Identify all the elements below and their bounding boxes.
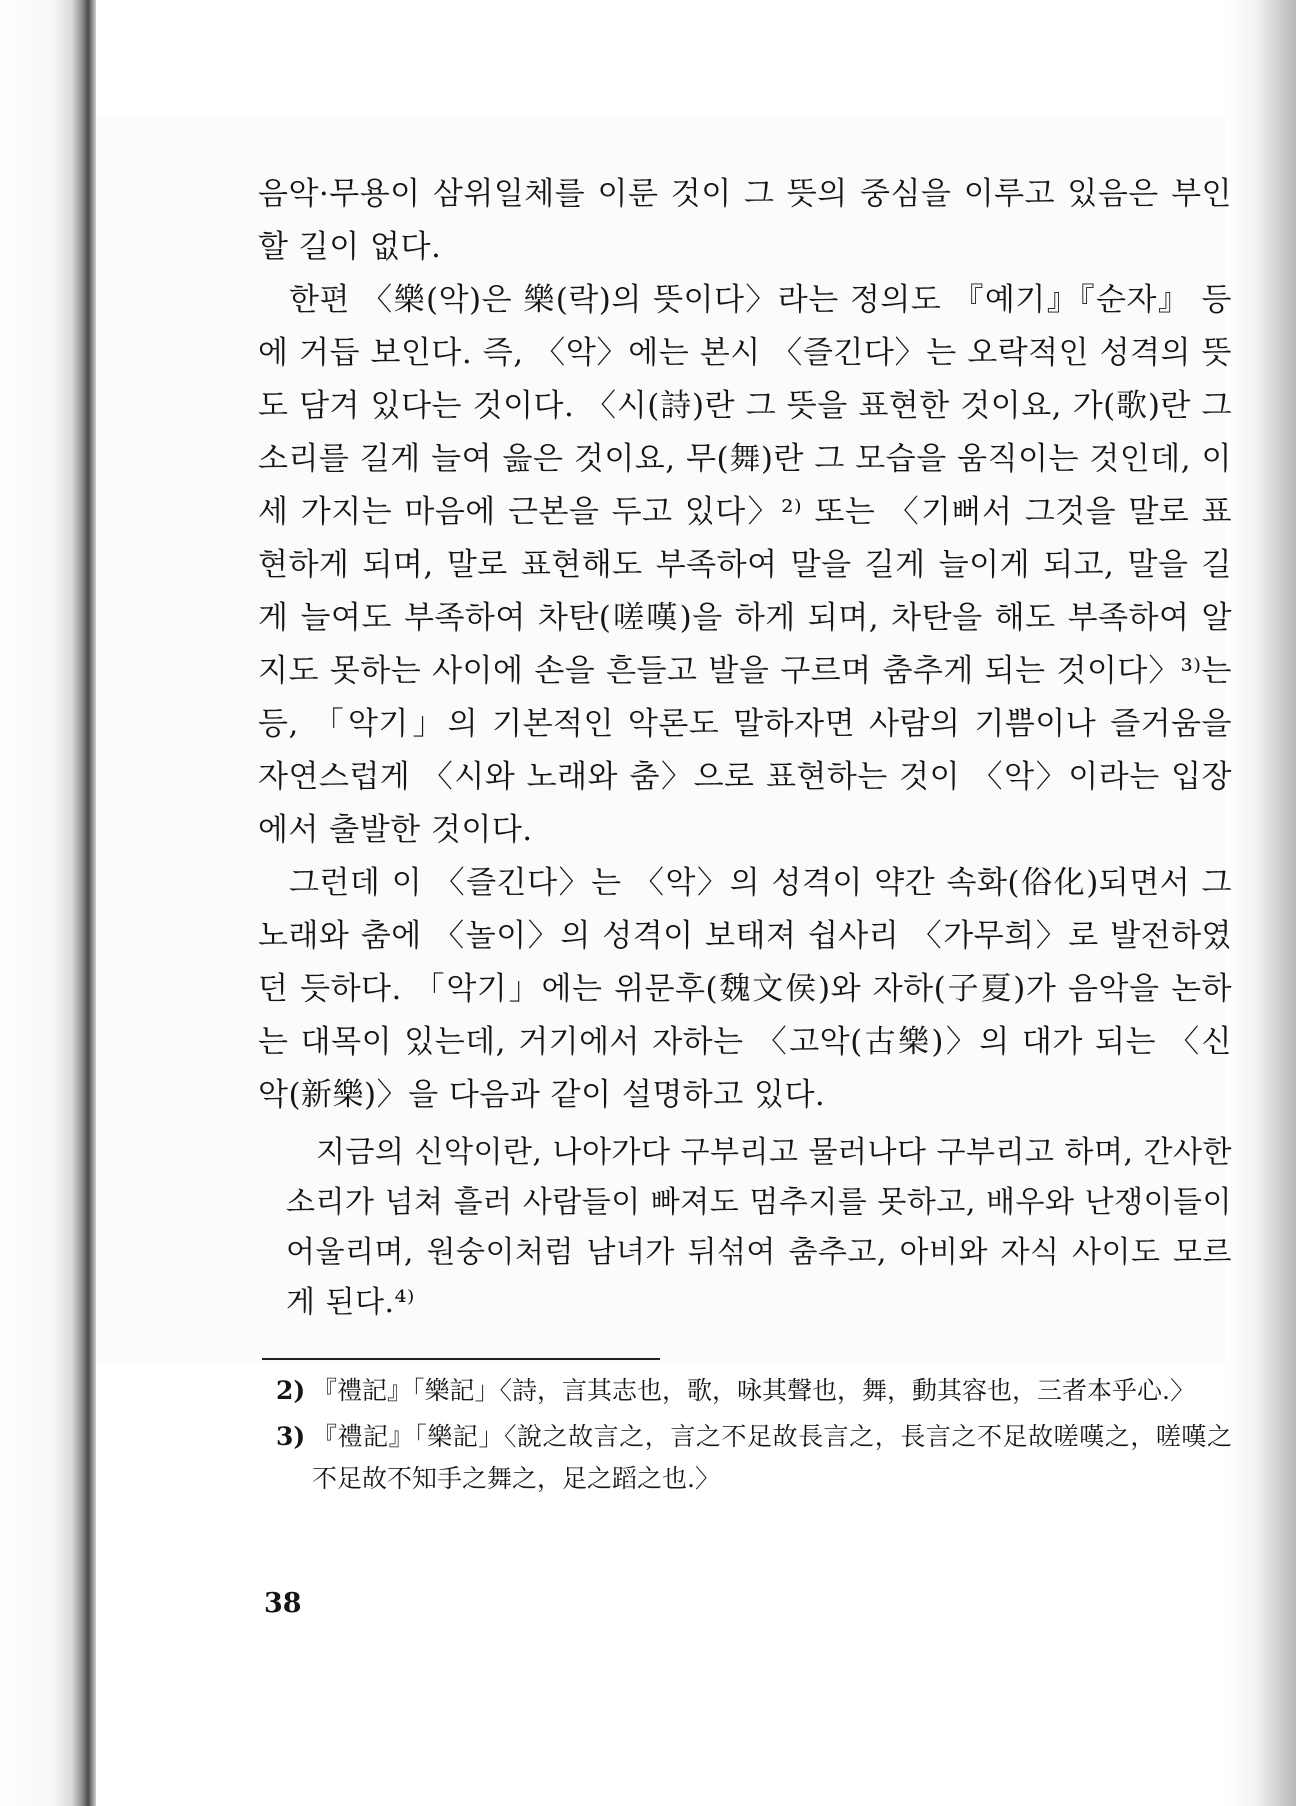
footnotes — [276, 1370, 1232, 1504]
paragraph-1: 음악·무용이 삼위일체를 이룬 것이 그 뜻의 중심을 이루고 있음은 부인할 길이 없다. — [258, 176, 1232, 265]
book-binding-left — [0, 0, 96, 1806]
book-binding-right — [1226, 0, 1296, 1806]
paragraph-3: 그런데 이 〈즐긴다〉는 〈악〉의 성격이 약간 속화(俗化)되면서 그 노래와 춤에 〈놀이〉의 성격이 보태져 쉽사리 〈가무희〉로 발전하였던 듯하다. 「악기」에는 위문후(魏文侯)와 자하(子夏)가 음악을 논하는 대목이 있는데, 거기에서 자하는 〈고악(古樂)〉의 대가 되는 〈신악(新樂)〉을 다음과 같이 설명하고 있다. — [258, 865, 1232, 1113]
footnote-text: 『禮記』「樂記」〈說之故言之，言之不足故長言之，長言之不足故嗟嘆之，嗟嘆之不足故不知手之舞之，足之蹈之也.〉 — [312, 1422, 1232, 1493]
quote-text: 지금의 신악이란, 나아가다 구부리고 물러나다 구부리고 하며, 간사한 소리가 넘쳐 흘러 사람들이 빠져도 멈추지를 못하고, 배우와 난쟁이들이 어울리며, 원숭이처럼 남녀가 뒤섞여 춤추고, 아비와 자식 사이도 모르게 된다.⁴⁾ — [286, 1135, 1232, 1320]
block-quote — [286, 1128, 1232, 1328]
body-text — [258, 168, 1232, 1122]
footnote-divider — [262, 1358, 660, 1360]
paragraph-2: 한편 〈樂(악)은 樂(락)의 뜻이다〉라는 정의도 『예기』『순자』 등에 거듭 보인다. 즉, 〈악〉에는 본시 〈즐긴다〉는 오락적인 성격의 뜻도 담겨 있다는 것이다. 〈시(詩)란 그 뜻을 표현한 것이요, 가(歌)란 그 소리를 길게 늘여 읊은 것이요, 무(舞)란 그 모습을 움직이는 것인데, 이 세 가지는 마음에 근본을 두고 있다〉²⁾ 또는 〈기뻐서 그것을 말로 표현하게 되며, 말로 표현해도 부족하여 말을 길게 늘이게 되고, 말을 길게 늘여도 부족하여 차탄(嗟嘆)을 하게 되며, 차탄을 해도 부족하여 알지도 못하는 사이에 손을 흔들고 발을 구르며 춤추게 되는 것이다〉³⁾는 등, 「악기」의 기본적인 악론도 말하자면 사람의 기쁨이나 즐거움을 자연스럽게 〈시와 노래와 춤〉으로 표현하는 것이 〈악〉이라는 입장에서 출발한 것이다. — [258, 282, 1232, 848]
page-number: 38 — [264, 1588, 302, 1619]
footnote-text: 『禮記』「樂記」〈詩，言其志也，歌，咏其聲也，舞，動其容也，三者本乎心.〉 — [312, 1376, 1195, 1405]
book-page — [96, 0, 1232, 1806]
footnote-3 — [276, 1416, 1232, 1500]
footnote-2 — [276, 1370, 1232, 1412]
footnote-number: 2) — [276, 1376, 306, 1405]
footnote-number: 3) — [276, 1422, 306, 1451]
